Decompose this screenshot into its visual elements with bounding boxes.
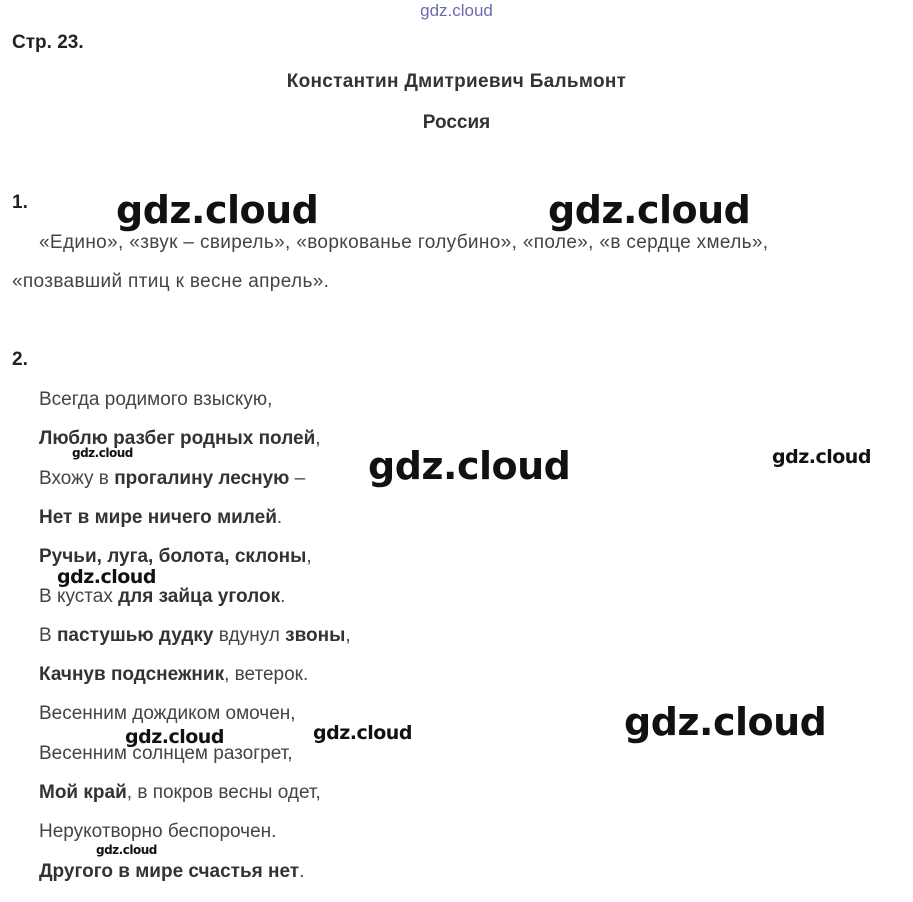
watermark: gdz.cloud xyxy=(548,188,751,232)
author-name: Константин Дмитриевич Бальмонт xyxy=(286,71,627,92)
watermark: gdz.cloud xyxy=(368,444,571,488)
poem-line xyxy=(39,389,272,411)
poem-line xyxy=(39,821,276,843)
poem-line xyxy=(39,782,321,804)
watermark: gdz.cloud xyxy=(313,722,412,744)
poem-fragment: . xyxy=(299,861,305,882)
poem-fragment: , в покров весны одет, xyxy=(126,782,321,803)
top-watermark: gdz.cloud xyxy=(420,1,493,20)
poem-bold-fragment: Нет в мире ничего милей xyxy=(39,507,277,528)
poem-fragment: Нерукотворно беспорочен. xyxy=(39,821,277,842)
country-name: Россия xyxy=(422,112,491,133)
poem-fragment: В xyxy=(39,625,57,646)
poem-line xyxy=(39,586,285,608)
watermark: gdz.cloud xyxy=(116,188,319,232)
poem-fragment: Весенним дождиком омочен, xyxy=(39,703,296,724)
poem-line xyxy=(39,546,312,568)
watermark: gdz.cloud xyxy=(125,726,224,748)
poem-bold-fragment: звоны xyxy=(285,625,346,646)
task-1-answer-line-2: «позвавший птиц к весне апрель». xyxy=(12,271,330,292)
poem-fragment: – xyxy=(289,468,306,489)
poem-bold-fragment: Люблю разбег родных полей xyxy=(39,428,316,449)
watermark: gdz.cloud xyxy=(772,446,871,468)
poem-bold-fragment: Мой край xyxy=(39,782,127,803)
poem-bold-fragment: для зайца уголок xyxy=(118,586,281,607)
poem-bold-fragment: пастушью дудку xyxy=(56,625,214,646)
poem-fragment: вдунул xyxy=(213,625,286,646)
poem-line xyxy=(39,625,351,647)
poem-fragment: Весенним солнцем разогрет, xyxy=(39,743,293,764)
task-2-number: 2. xyxy=(12,349,28,370)
poem-fragment: В кустах xyxy=(39,586,119,607)
task-1-number: 1. xyxy=(12,192,28,213)
watermark: gdz.cloud xyxy=(57,566,156,588)
poem-fragment: , xyxy=(345,625,351,646)
poem-fragment: Вхожу в xyxy=(39,468,115,489)
poem-fragment: , xyxy=(306,546,312,567)
poem-fragment: . xyxy=(276,507,283,528)
poem-line xyxy=(39,507,282,529)
watermark: gdz.cloud xyxy=(96,843,157,857)
poem-bold-fragment: Другого в мире счастья нет xyxy=(39,861,300,882)
poem-line xyxy=(39,861,304,883)
poem-fragment: . xyxy=(280,586,286,607)
watermark: gdz.cloud xyxy=(624,700,827,744)
page-label: Стр. 23. xyxy=(12,32,84,53)
poem-line xyxy=(39,664,308,686)
poem-fragment: , ветерок. xyxy=(224,664,309,685)
poem-bold-fragment: прогалину лесную xyxy=(114,468,290,489)
poem-fragment: Всегда родимого взыскую, xyxy=(39,389,273,410)
poem-fragment: , xyxy=(315,428,321,449)
poem-bold-fragment: Ручьи, луга, болота, склоны xyxy=(39,546,307,567)
poem-line xyxy=(39,703,296,725)
poem-line xyxy=(39,468,305,490)
poem-bold-fragment: Качнув подснежник xyxy=(39,664,225,685)
task-1-answer-line-1: «Едино», «звук – свирель», «воркованье голубино», «поле», «в сердце хмель», xyxy=(39,232,769,253)
watermark: gdz.cloud xyxy=(72,446,133,460)
